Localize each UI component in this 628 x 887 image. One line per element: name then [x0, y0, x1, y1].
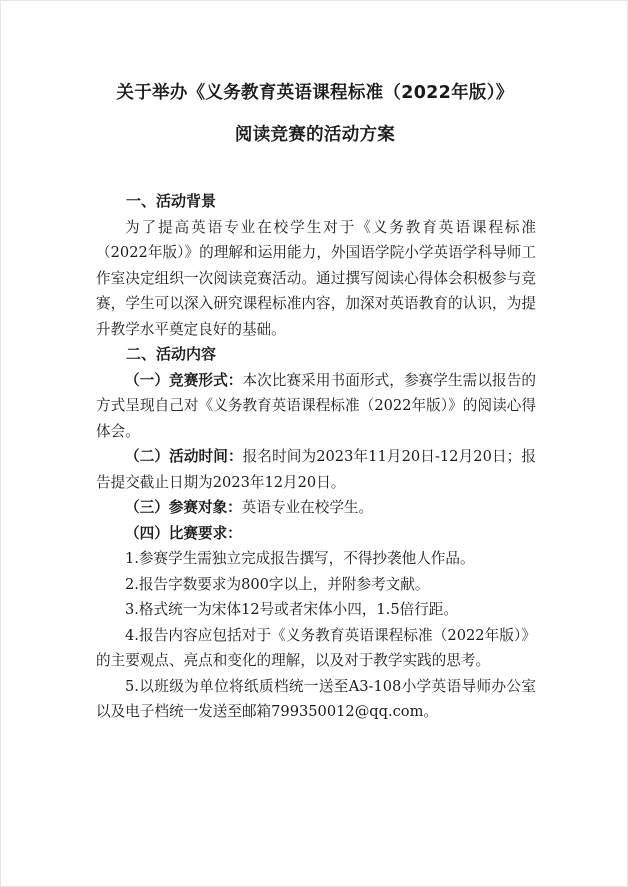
- section-heading-content: 二、活动内容: [126, 345, 217, 363]
- label-participants: （三）参赛对象：: [125, 499, 242, 516]
- label-requirements: （四）比赛要求：: [125, 524, 242, 542]
- text-participants: 英语专业在校学生。: [241, 499, 374, 516]
- requirement-item-3: 3.格式统一为宋体12号或者宋体小四，1.5倍行距。: [125, 601, 458, 618]
- document-title-line-2: 阅读竞赛的活动方案: [234, 125, 396, 145]
- label-competition-format: （一）竞赛形式：: [125, 371, 243, 389]
- text-activity-time: 报名时间为2023年11月20日-12月20日；报告提交截止日期为2023年12月20日。: [96, 448, 536, 491]
- requirement-item-5: 5.以班级为单位将纸质档统一送至A3-108小学英语导师办公室以及电子档统一发送至邮箱799350012@qq.com。: [96, 677, 536, 720]
- requirement-item-1: 1.参赛学生需独立完成报告撰写，不得抄袭他人作品。: [125, 550, 475, 567]
- label-activity-time: （二）活动时间：: [125, 448, 243, 465]
- paragraph-requirements: [96, 521, 536, 547]
- paragraph-participants: [96, 495, 536, 521]
- paragraph-activity-time: [96, 444, 536, 495]
- section-heading-background: 一、活动背景: [126, 192, 217, 210]
- text-competition-format: 本次比赛采用书面形式，参赛学生需以报告的方式呈现自己对《义务教育英语课程标准（2022年版）》的阅读心得体会。: [96, 371, 536, 440]
- requirement-item-4: 4.报告内容应包括对于《义务教育英语课程标准（2022年版）》的主要观点、亮点和变化的理解，以及对于教学实践的思考。: [96, 626, 536, 669]
- paragraph-background: 为了提高英语专业在校学生对于《义务教育英语课程标准（2022年版）》的理解和运用能力，外国语学院小学英语学科导师工作室决定组织一次阅读竞赛活动。通过撰写阅读心得体会积极参与竞赛，学生可以深入研究课程标准内容，加深对英语教育的认识，为提升教学水平奠定良好的基础。: [96, 218, 536, 338]
- document-body: [96, 189, 536, 725]
- requirement-item-2: 2.报告字数要求为800字以上，并附参考文献。: [125, 575, 430, 593]
- document-title-line-1: 关于举办《义务教育英语课程标准（2022年版）》: [116, 83, 514, 103]
- paragraph-competition-format: [96, 368, 536, 445]
